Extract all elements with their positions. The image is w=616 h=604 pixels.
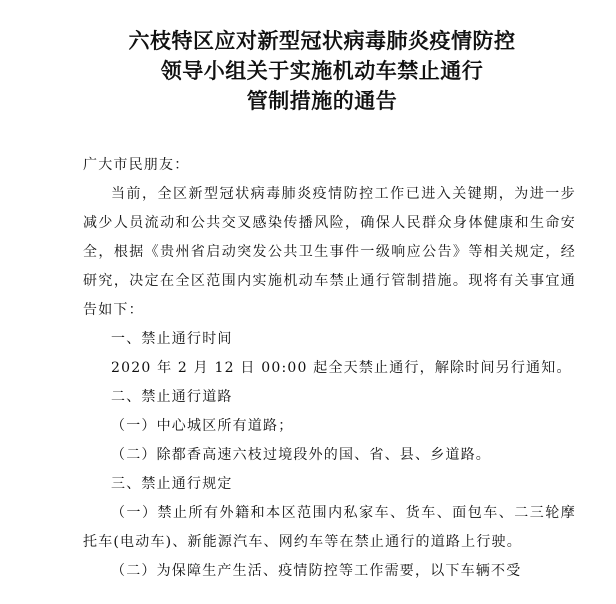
document-title	[68, 26, 576, 116]
title-line-2: 领导小组关于实施机动车禁止通行	[160, 59, 484, 83]
section-heading-roads: 二、禁止通行道路	[111, 389, 233, 405]
section-time-text: 2020 年 2 月 12 日 00:00 起全天禁止通行，解除时间另行通知。	[111, 360, 572, 376]
greeting: 广大市民朋友：	[83, 157, 190, 173]
title-line-3: 管制措施的通告	[246, 89, 398, 113]
rules-item-2: （二）为保障生产生活、疫情防控等工作需要，以下车辆不受	[111, 563, 522, 579]
roads-item-1: （一）中心城区所有道路；	[111, 418, 294, 434]
rules-item-1: （一）禁止所有外籍和本区范围内私家车、货车、面包车、二三轮摩托车(电动车)、新能源汽车、网约车等在禁止通行的道路上行驶。	[83, 505, 576, 550]
section-heading-time: 一、禁止通行时间	[111, 331, 233, 347]
section-heading-rules: 三、禁止通行规定	[111, 476, 233, 492]
intro-paragraph: 当前，全区新型冠状病毒肺炎疫情防控工作已进入关键期，为进一步减少人员流动和公共交叉感染传播风险，确保人民群众身体健康和生命安全，根据《贵州省启动突发公共卫生事件一级响应公告》等相关规定，经研究，决定在全区范围内实施机动车禁止通行管制措施。现将有关事宜通告如下：	[83, 186, 576, 318]
title-line-1: 六枝特区应对新型冠状病毒肺炎疫情防控	[128, 29, 516, 53]
roads-item-2: （二）除都香高速六枝过境段外的国、省、县、乡道路。	[111, 447, 491, 463]
